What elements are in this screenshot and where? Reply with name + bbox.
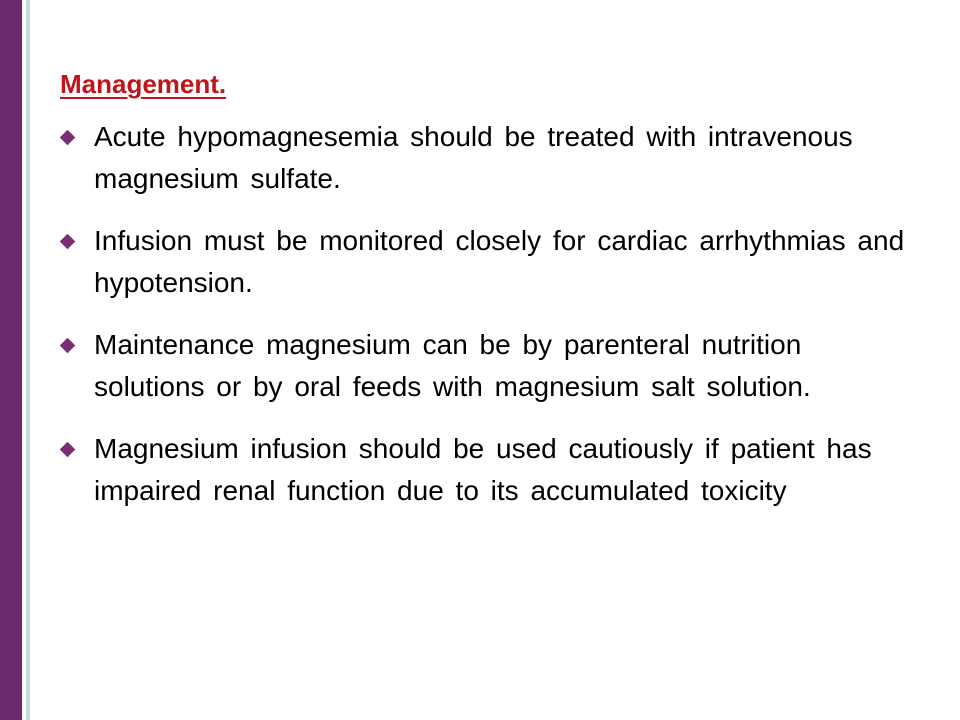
left-accent-bar [0,0,22,720]
bullet-list [60,116,920,512]
slide-content [60,66,920,532]
bullet-text: Maintenance magnesium can be by parenteral nutrition solutions or by oral feeds with magnesium salt solution. [94,329,811,402]
list-item [60,220,920,304]
diamond-bullet-icon [60,428,94,470]
left-accent-line [26,0,30,720]
bullet-text: Infusion must be monitored closely for cardiac arrhythmias and hypotension. [94,225,905,298]
diamond-bullet-icon [60,116,94,158]
list-item [60,116,920,200]
diamond-bullet-icon [60,324,94,366]
diamond-bullet-icon [60,220,94,262]
bullet-text: Acute hypomagnesemia should be treated with intravenous magnesium sulfate. [94,121,853,194]
bullet-text: Magnesium infusion should be used cautiously if patient has impaired renal function due to its accumulated toxicity [94,433,872,506]
list-item [60,428,920,512]
slide-heading: Management. [60,69,227,99]
list-item [60,324,920,408]
